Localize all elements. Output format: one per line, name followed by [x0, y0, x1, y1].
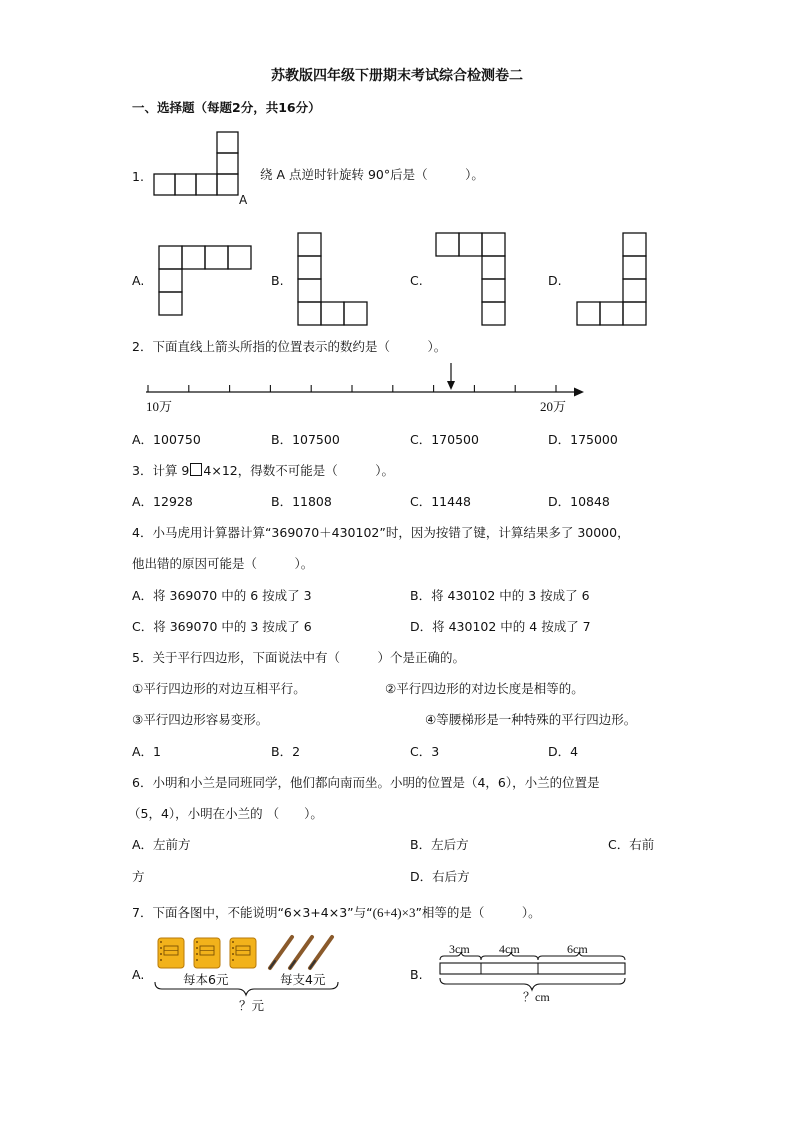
q1-option-d-figure: [573, 229, 653, 329]
q4-question-line1: 4．小马虎用计算器计算“369070＋430102”时，因为按错了键，计算结果多了 30000，: [132, 525, 630, 540]
q1-question: 绕 A 点逆时针旋转 90°后是（ ）。: [260, 167, 484, 182]
notebook-icon: [194, 938, 220, 968]
segment-3cm-label: 3cm: [449, 942, 470, 956]
q5-question: 5．关于平行四边形，下面说法中有（ ）个是正确的。: [132, 650, 465, 665]
segment-4cm-label: 4cm: [499, 942, 520, 956]
q7-text-after: ”相等的是（ ）。: [415, 905, 541, 920]
q1-option-c-label: C.: [410, 273, 423, 288]
segment-6cm-label: 6cm: [567, 942, 588, 956]
q5-option-a: A．1: [132, 744, 162, 759]
q7-expression: (6+4)×3: [372, 905, 416, 920]
q1-option-c-figure: [432, 229, 512, 329]
q2-number-line: [140, 360, 600, 420]
page-title: 苏教版四年级下册期末考试综合检测卷二: [271, 68, 523, 84]
q7-question: [132, 905, 541, 921]
q6-option-a: A．左前方: [132, 837, 191, 852]
total-cm-label: ？cm: [523, 990, 550, 1004]
q5-option-d: D．4: [548, 744, 579, 759]
q1-option-d-label: D.: [548, 273, 562, 288]
q1-option-b-label: B.: [271, 273, 284, 288]
q3-option-d: D．10848: [548, 494, 610, 509]
q3-text-after: 4×12，得数不可能是（ ）。: [203, 463, 394, 478]
q5-option-c: C．3: [410, 744, 440, 759]
q2-option-a: A．100750: [132, 432, 201, 447]
q1-option-a-label: A.: [132, 273, 145, 288]
q6-option-d: D．右后方: [410, 869, 470, 884]
book-price-label: 每本6元: [183, 972, 229, 987]
q4-option-d: D．将 430102 中的 4 按成了 7: [410, 619, 591, 634]
q2-axis-end-label: 20万: [540, 399, 567, 414]
q4-option-c: C．将 369070 中的 3 按成了 6: [132, 619, 312, 634]
q6-option-c-wrap: 方: [132, 869, 145, 884]
q2-question: 2．下面直线上箭头所指的位置表示的数约是（ ）。: [132, 339, 447, 354]
q3-option-a: A．12928: [132, 494, 193, 509]
notebook-icon: [158, 938, 184, 968]
q2-option-c: C．170500: [410, 432, 479, 447]
section-heading: 一、选择题（每题2分，共16分）: [132, 100, 321, 115]
q6-option-b: B．左后方: [410, 837, 469, 852]
q1-option-a-figure: [155, 242, 255, 317]
q7-option-a-label: A.: [132, 967, 145, 982]
q6-question-line1: 6．小明和小兰是同班同学，他们都向南而坐。小明的位置是（4，6），小兰的位置是: [132, 775, 600, 790]
q1-point-label: A: [239, 193, 248, 207]
q3-text-before: 3．计算 9: [132, 463, 190, 478]
q2-option-d: D．175000: [548, 432, 618, 447]
q5-statement-4: ④等腰梯形是一种特殊的平行四边形。: [425, 712, 637, 727]
pen-icon: [290, 937, 312, 968]
q1-option-b-figure: [294, 229, 374, 329]
q7-option-b-label: B.: [410, 967, 423, 982]
pen-icon: [270, 937, 292, 968]
q3-option-b: B．11808: [271, 494, 332, 509]
total-yuan-label: ？元: [239, 998, 265, 1013]
q2-option-b: B．107500: [271, 432, 340, 447]
q6-option-c: C．右前: [608, 837, 655, 852]
q4-question-line2: 他出错的原因可能是（ ）。: [132, 556, 314, 571]
q3-blank-box: [190, 463, 202, 476]
pen-price-label: 每支4元: [280, 972, 326, 987]
q5-statement-3: ③平行四边形容易变形。: [132, 712, 269, 727]
q3-option-c: C．11448: [410, 494, 471, 509]
pen-icon: [310, 937, 332, 968]
q4-option-a: A．将 369070 中的 6 按成了 3: [132, 588, 312, 603]
q5-statement-1: ①平行四边形的对边互相平行。: [132, 681, 306, 696]
q4-option-b: B．将 430102 中的 3 按成了 6: [410, 588, 590, 603]
q1-number: 1.: [132, 169, 144, 184]
q3-question: [132, 463, 394, 479]
q5-statement-2: ②平行四边形的对边长度是相等的。: [385, 681, 584, 696]
segment-bar: [440, 963, 625, 974]
q2-axis-start-label: 10万: [146, 399, 173, 414]
q7-text-before: 7．下面各图中，不能说明“6×3+4×3”与“: [132, 905, 373, 920]
q5-option-b: B．2: [271, 744, 301, 759]
q6-question-line2: （5，4），小明在小兰的 （ ）。: [128, 806, 323, 821]
notebook-icon: [230, 938, 256, 968]
